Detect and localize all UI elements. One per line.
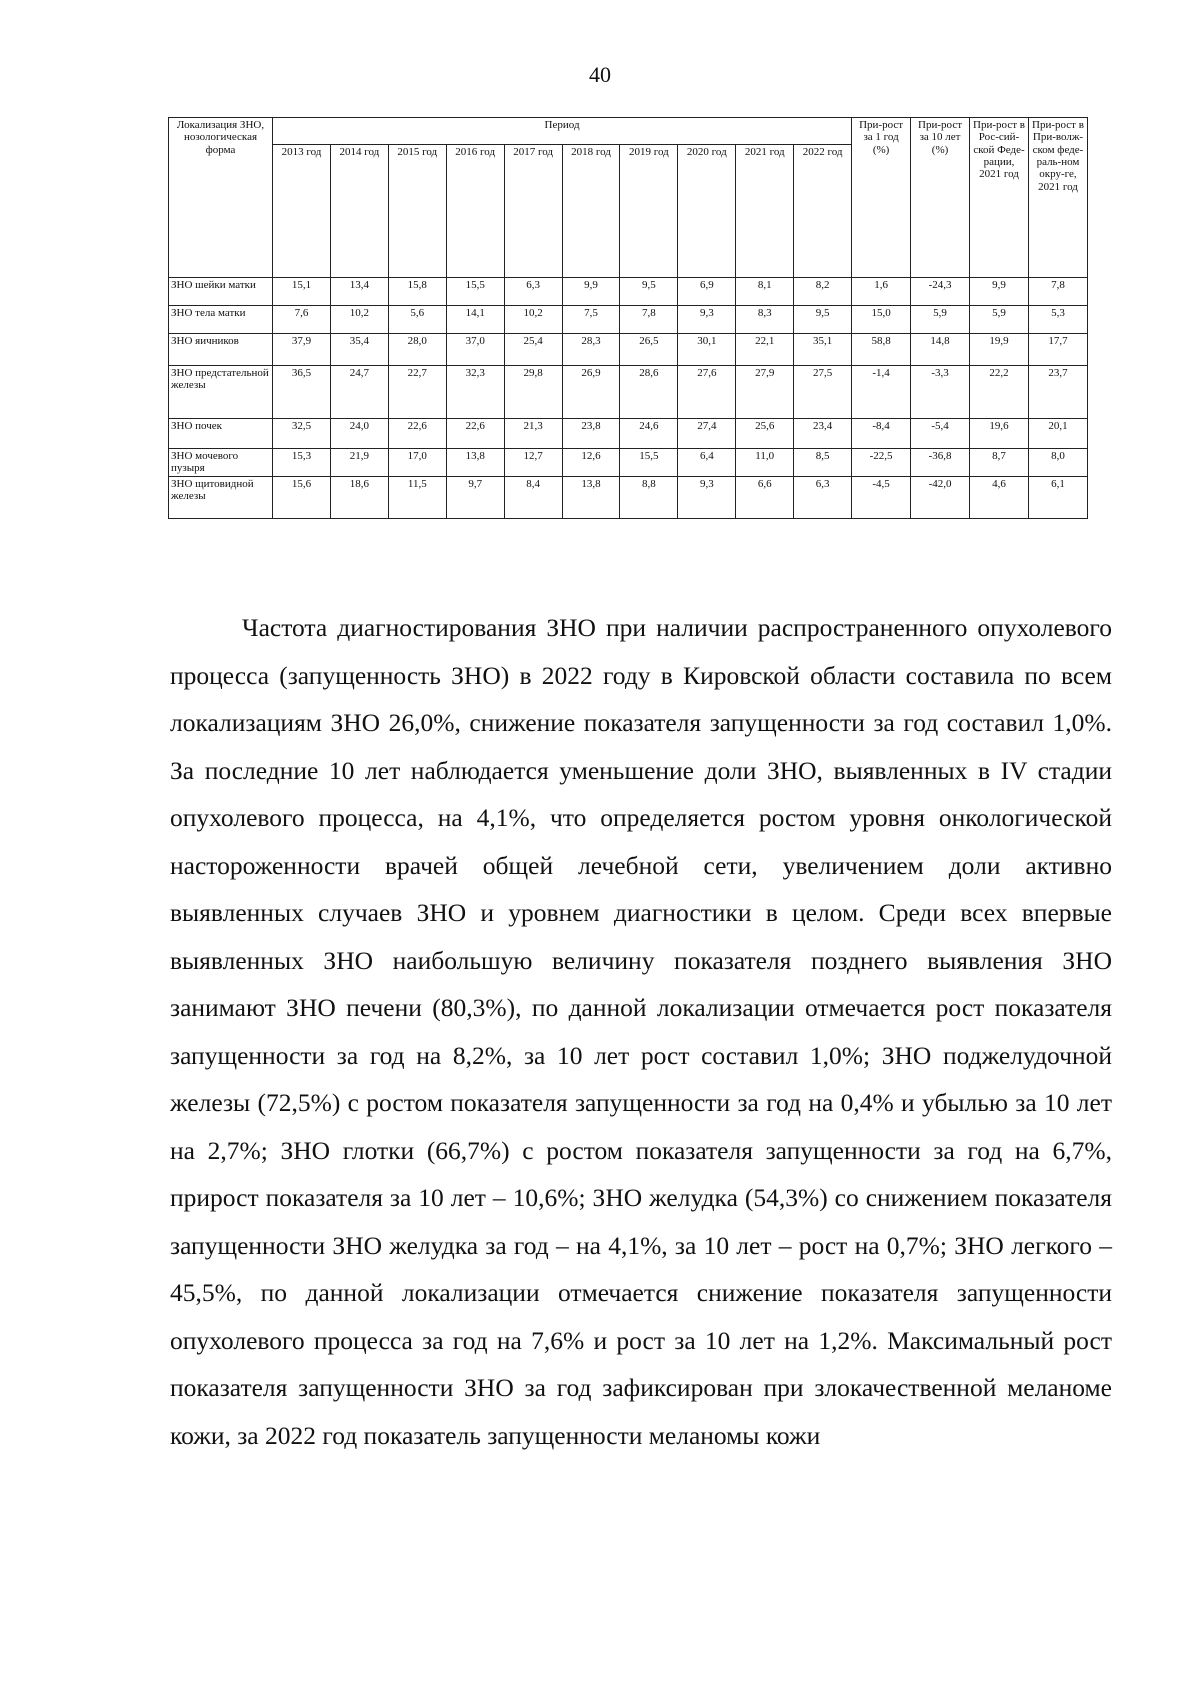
table-cell: 37,9: [273, 334, 331, 366]
table-cell: 9,7: [446, 477, 504, 519]
table-cell: 9,9: [970, 278, 1029, 306]
table-row: [169, 334, 1088, 366]
table-cell: 26,9: [562, 366, 620, 419]
table-cell: 9,9: [562, 278, 620, 306]
table-cell: 20,1: [1028, 419, 1087, 449]
header-growth-rf: При-рост в Рос-сий-ской Феде-рации, 2021 год: [970, 118, 1029, 278]
header-year: 2015 год: [388, 145, 446, 278]
table-cell: 7,6: [273, 306, 331, 334]
table-cell: 6,3: [504, 278, 562, 306]
table-cell: 10,2: [330, 306, 388, 334]
table-cell: 15,0: [852, 306, 911, 334]
table-cell: 35,1: [794, 334, 852, 366]
table-cell: 9,5: [620, 278, 678, 306]
header-growth-pfo: При-рост в При-волж-ском феде-раль-ном окру-ге, 2021 год: [1028, 118, 1087, 278]
table-cell: 23,4: [794, 419, 852, 449]
table-cell: 27,4: [678, 419, 736, 449]
table-cell: 58,8: [852, 334, 911, 366]
table-cell: 11,5: [388, 477, 446, 519]
table-cell: 22,6: [446, 419, 504, 449]
table-cell: 28,3: [562, 334, 620, 366]
table-row: [169, 306, 1088, 334]
table-cell: 15,3: [273, 449, 331, 477]
row-label: ЗНО шейки матки: [169, 278, 273, 306]
table-cell: 14,8: [911, 334, 970, 366]
table-cell: 7,5: [562, 306, 620, 334]
header-year: 2018 год: [562, 145, 620, 278]
table-cell: 15,5: [446, 278, 504, 306]
table-cell: 27,9: [736, 366, 794, 419]
table-cell: 26,5: [620, 334, 678, 366]
table-cell: 29,8: [504, 366, 562, 419]
table-cell: -36,8: [911, 449, 970, 477]
table-cell: 6,6: [736, 477, 794, 519]
table-cell: 5,3: [1028, 306, 1087, 334]
row-label: ЗНО яичников: [169, 334, 273, 366]
table-cell: 5,9: [970, 306, 1029, 334]
table-cell: 24,7: [330, 366, 388, 419]
row-label: ЗНО почек: [169, 419, 273, 449]
table-cell: 8,5: [794, 449, 852, 477]
table-cell: 21,3: [504, 419, 562, 449]
row-label: ЗНО предстательной железы: [169, 366, 273, 419]
table-cell: 7,8: [1028, 278, 1087, 306]
header-year: 2021 год: [736, 145, 794, 278]
table-cell: 21,9: [330, 449, 388, 477]
incidence-table: [168, 117, 1088, 519]
table-cell: 23,7: [1028, 366, 1087, 419]
table-cell: 15,5: [620, 449, 678, 477]
table-cell: 22,6: [388, 419, 446, 449]
table-cell: 35,4: [330, 334, 388, 366]
table-cell: 24,0: [330, 419, 388, 449]
table-row: [169, 477, 1088, 519]
table-cell: 28,0: [388, 334, 446, 366]
table-cell: 22,2: [970, 366, 1029, 419]
table-cell: 37,0: [446, 334, 504, 366]
table-cell: 23,8: [562, 419, 620, 449]
row-label: ЗНО щитовидной железы: [169, 477, 273, 519]
table-row: [169, 449, 1088, 477]
table-row: [169, 366, 1088, 419]
table-cell: 8,8: [620, 477, 678, 519]
table-cell: -3,3: [911, 366, 970, 419]
table-cell: -22,5: [852, 449, 911, 477]
table-cell: 8,2: [794, 278, 852, 306]
table-cell: 28,6: [620, 366, 678, 419]
header-year: 2019 год: [620, 145, 678, 278]
header-growth-10y: При-рост за 10 лет (%): [911, 118, 970, 278]
table-cell: 13,8: [446, 449, 504, 477]
table-cell: 6,4: [678, 449, 736, 477]
table-cell: 8,3: [736, 306, 794, 334]
table-cell: 18,6: [330, 477, 388, 519]
table-cell: 11,0: [736, 449, 794, 477]
table-cell: 7,8: [620, 306, 678, 334]
table-cell: 15,6: [273, 477, 331, 519]
table-cell: 5,6: [388, 306, 446, 334]
row-label: ЗНО тела матки: [169, 306, 273, 334]
table-cell: 1,6: [852, 278, 911, 306]
header-year: 2020 год: [678, 145, 736, 278]
header-localization: Локализация ЗНО, нозологическая форма: [169, 118, 273, 278]
table-cell: 13,8: [562, 477, 620, 519]
table-cell: 6,9: [678, 278, 736, 306]
header-year: 2013 год: [273, 145, 331, 278]
table-cell: 5,9: [911, 306, 970, 334]
table-cell: 32,3: [446, 366, 504, 419]
table-cell: 24,6: [620, 419, 678, 449]
table-cell: 4,6: [970, 477, 1029, 519]
table-cell: 15,8: [388, 278, 446, 306]
row-label: ЗНО мочевого пузыря: [169, 449, 273, 477]
table-cell: 30,1: [678, 334, 736, 366]
body-paragraph: Частота диагностирования ЗНО при наличии распространенного опухолевого процесса (запущенность ЗНО) в 2022 году в Кировской области составила по всем локализациям ЗНО 26,0%, снижение показателя запущенности за год составил 1,0%. За последние 10 лет наблюдается уменьшение доли ЗНО, выявленных в IV стадии опухолевого процесса, на 4,1%, что определяется ростом уровня онкологической настороженности врачей общей лечебной сети, увеличением доли активно выявленных случаев ЗНО и уровнем диагностики в целом. Среди всех впервые выявленных ЗНО наибольшую величину показателя позднего выявления ЗНО занимают ЗНО печени (80,3%), по данной локализации отмечается рост показателя запущенности за год на 8,2%, за 10 лет рост составил 1,0%; ЗНО поджелудочной железы (72,5%) с ростом показателя запущенности за год на 0,4% и убылью за 10 лет на 2,7%; ЗНО глотки (66,7%) с ростом показателя запущенности за год на 6,7%, прирост показателя за 10 лет – 10,6%; ЗНО желудка (54,3%) со снижением показателя запущенности ЗНО желудка за год – на 4,1%, за 10 лет – рост на 0,7%; ЗНО легкого – 45,5%, по данной локализации отмечается снижение показателя запущенности опухолевого процесса за год на 7,6% и рост за 10 лет на 1,2%. Максимальный рост показателя запущенности ЗНО за год зафиксирован при злокачественной меланоме кожи, за 2022 год показатель запущенности меланомы кожи: [170, 613, 1112, 1450]
table-cell: 17,0: [388, 449, 446, 477]
table-cell: 8,1: [736, 278, 794, 306]
table-cell: 19,6: [970, 419, 1029, 449]
table-cell: 6,1: [1028, 477, 1087, 519]
table-cell: 15,1: [273, 278, 331, 306]
table-cell: 12,7: [504, 449, 562, 477]
table-cell: 9,3: [678, 306, 736, 334]
header-year: 2016 год: [446, 145, 504, 278]
table-cell: 36,5: [273, 366, 331, 419]
table-cell: 22,7: [388, 366, 446, 419]
table-cell: 8,7: [970, 449, 1029, 477]
table-cell: 6,3: [794, 477, 852, 519]
header-year: 2022 год: [794, 145, 852, 278]
header-growth-1y: При-рост за 1 год (%): [852, 118, 911, 278]
table-cell: 14,1: [446, 306, 504, 334]
table-cell: -1,4: [852, 366, 911, 419]
header-year: 2017 год: [504, 145, 562, 278]
table-cell: -4,5: [852, 477, 911, 519]
table-cell: 8,4: [504, 477, 562, 519]
table-cell: 10,2: [504, 306, 562, 334]
table-cell: 8,0: [1028, 449, 1087, 477]
table-cell: -24,3: [911, 278, 970, 306]
table-cell: 25,6: [736, 419, 794, 449]
table-cell: 12,6: [562, 449, 620, 477]
table-cell: 9,3: [678, 477, 736, 519]
table-cell: 17,7: [1028, 334, 1087, 366]
header-year: 2014 год: [330, 145, 388, 278]
header-period: Период: [273, 118, 852, 145]
table-cell: 27,6: [678, 366, 736, 419]
table-cell: 13,4: [330, 278, 388, 306]
table-cell: 19,9: [970, 334, 1029, 366]
table-cell: 32,5: [273, 419, 331, 449]
page-number: 40: [589, 62, 611, 87]
table-cell: -42,0: [911, 477, 970, 519]
table-cell: -8,4: [852, 419, 911, 449]
table-cell: 22,1: [736, 334, 794, 366]
table-cell: 9,5: [794, 306, 852, 334]
table-cell: 27,5: [794, 366, 852, 419]
table-row: [169, 278, 1088, 306]
table-row: [169, 419, 1088, 449]
table-cell: 25,4: [504, 334, 562, 366]
table-cell: -5,4: [911, 419, 970, 449]
